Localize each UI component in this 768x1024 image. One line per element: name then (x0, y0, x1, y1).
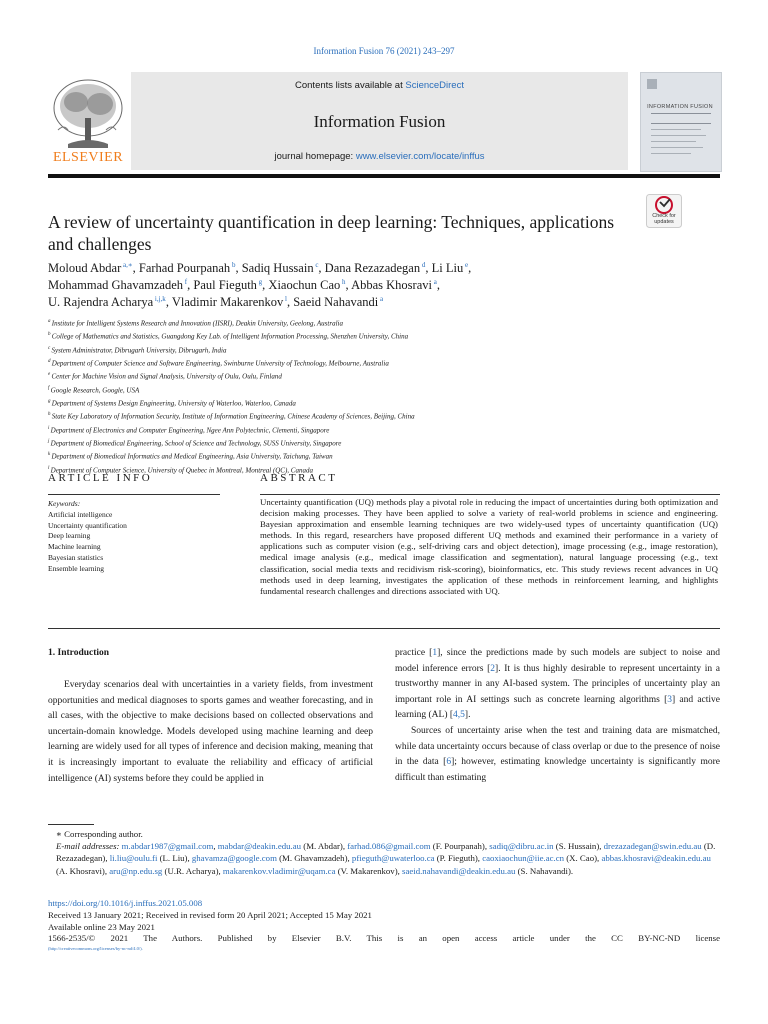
email-owner: (A. Khosravi), (56, 865, 110, 876)
citation-link[interactable]: 2 (490, 663, 496, 674)
email-owner: (M. Abdar), (301, 841, 348, 852)
affiliation-key: l (48, 465, 51, 471)
affiliation-text: State Key Laboratory of Information Security, Institute of Information Engineering, Chinese Academy of Sciences, Beijing, China (51, 412, 415, 421)
author-separator: , (436, 278, 440, 292)
affiliation-item (48, 343, 720, 356)
keyword: Machine learning (48, 542, 101, 552)
intro-paragraph-1: practice [1], since the predictions made by such models are subject to noise and model inference errors [2]. It is thus highly desirable to represent uncertainty in a trustworthy manner in any AI-based system. The principles of uncertainty play an important role in AI settings such as concrete learning algorithms [3] and active learning (AL) [4,5]. (395, 648, 720, 721)
keyword: Artificial intelligence (48, 509, 113, 519)
affiliation-text: System Administrator, Dibrugarh University, Dibrugarh, India (51, 345, 227, 354)
author-name: Sadiq Hussain (241, 261, 314, 275)
email-owner: (S. Hussain), (553, 841, 604, 852)
affiliation-item (48, 329, 720, 342)
author-affiliation-marker[interactable]: f (183, 277, 188, 286)
affiliation-key: h (48, 412, 52, 418)
affiliation-item (48, 356, 720, 369)
cover-art (641, 73, 721, 171)
article-title: A review of uncertainty quantification in deep learning: Techniques, applications and challenges (48, 212, 615, 254)
author-affiliation-marker[interactable]: a,∗ (121, 260, 133, 269)
homepage-prefix: journal homepage: (274, 151, 356, 162)
affiliation-text: Google Research, Google, USA (50, 385, 140, 394)
cover-title: INFORMATION FUSION (647, 104, 713, 110)
affiliation-key: b (48, 332, 52, 338)
author-name: Vladimir Makarenkov (171, 295, 284, 309)
affiliation-text: College of Mathematics and Statistics, Guangdong Key Lab. of Intelligent Information Processing, Shenzhen University, China (51, 332, 409, 341)
author-name: Farhad Pourpanah (138, 261, 231, 275)
author-separator: , (345, 278, 352, 292)
email-owner: (F. Pourpanah), (430, 841, 490, 852)
affiliation-text: Institute for Intelligent Systems Research and Innovation (IISRI), Deakin University, Geelong, Australia (51, 319, 343, 328)
author-name: Dana Rezazadegan (324, 261, 421, 275)
affiliation-text: Department of Systems Design Engineering, University of Waterloo, Waterloo, Canada (51, 399, 296, 408)
email-link[interactable]: pfieguth@uwaterloo.ca (351, 853, 435, 864)
author-affiliation-marker[interactable]: a (431, 277, 437, 286)
email-link[interactable]: m.abdar1987@gmail.com (121, 841, 214, 852)
license-statement: 1566-2535/© 2021 The Authors. Published by Elsevier B.V. This is an open access article under the CC BY-NC-ND license (48, 933, 720, 944)
citation-link[interactable]: 3 (667, 694, 672, 705)
article-info-rule (48, 494, 220, 495)
citation-link[interactable]: 4,5 (453, 710, 465, 721)
affiliation-item (48, 436, 720, 449)
email-owner: (X. Cao), (564, 853, 602, 864)
email-label: E-mail addresses: (56, 841, 120, 852)
intro-paragraph-2: Sources of uncertainty arise when the test and training data are mismatched, while data uncertainty occurs because of class overlap or due to the presence of noise in the data [6]; however, estimating knowledge uncertainty is significantly more difficult than estimating (395, 725, 721, 783)
email-owner: (D. Rezazadegan), (56, 841, 716, 864)
affiliation-text: Department of Biomedical Informatics and Medical Engineering, Asia University, Taichung, Taiwan (51, 452, 333, 461)
affiliation-text: Center for Machine Vision and Signal Analysis, University of Oulu, Oulu, Finland (51, 372, 282, 381)
email-owner: (L. Liu), (157, 853, 192, 864)
author-separator: , (132, 261, 139, 275)
email-link[interactable]: aru@np.edu.sg (109, 865, 163, 876)
affiliation-key: j (48, 438, 51, 444)
email-link[interactable]: drezazadegan@swin.edu.au (603, 841, 702, 852)
email-link[interactable]: abbas.khosravi@deakin.edu.au (601, 853, 711, 864)
author-affiliation-marker[interactable]: b (230, 260, 236, 269)
email-owner: (M. Ghavamzadeh), (276, 853, 352, 864)
abstract-text: Uncertainty quantification (UQ) methods play a pivotal role in reducing the impact of uncertainties during both optimization and decision making processes. They have been applied to solve a variety of real-world problems in science and engineering. Bayesian approximation and ensemble learning techniques are two widely-used types of uncertainty quantification (UQ) methods. In this regard, researchers have proposed different UQ methods and examined their performance in a variety of applications such as computer vision (e.g., self-driving cars and object detection), image processing (e.g., image restoration), medical image analysis (e.g., medical image classification and segmentation), natural language processing (e.g., text classification, social media texts and recidivism risk-scoring), bioinformatics, etc. This study reviews recent advances in UQ methods used in deep learning, investigates the application of these methods in reinforcement learning, and highlights fundamental research challenges and directions associated with UQ. (260, 497, 718, 596)
available-online: Available online 23 May 2021 (48, 921, 155, 932)
author-name: Xiaochun Cao (268, 278, 341, 292)
keyword: Uncertainty quantification (48, 520, 127, 530)
affiliation-key: f (48, 385, 51, 391)
author-separator: , (187, 278, 194, 292)
publication-info (48, 898, 720, 953)
affiliation-item (48, 396, 720, 409)
keyword: Deep learning (48, 531, 91, 541)
sciencedirect-link[interactable]: ScienceDirect (405, 80, 464, 91)
author-name: U. Rajendra Acharya (48, 295, 154, 309)
elsevier-wordmark: ELSEVIER (52, 150, 124, 165)
author-affiliation-marker[interactable]: l (283, 294, 287, 303)
affiliation-list (48, 316, 720, 476)
license-url-link[interactable]: (http://creativecommons.org/licenses/by-nc-nd/4.0/). (48, 946, 143, 952)
email-link[interactable]: farhad.086@gmail.com (347, 841, 431, 852)
affiliation-item (48, 316, 720, 329)
affiliation-text: Department of Electronics and Computer Engineering, Ngee Ann Polytechnic, Clementi, Singapore (50, 425, 330, 434)
journal-cover-thumbnail[interactable] (640, 72, 722, 172)
affiliation-item (48, 423, 720, 436)
author-affiliation-marker[interactable]: g (256, 277, 263, 286)
footnotes (48, 828, 720, 877)
affiliation-key: a (48, 319, 52, 324)
journal-name: Information Fusion (313, 112, 446, 131)
contents-prefix: Contents lists available at (295, 80, 406, 91)
affiliation-item (48, 409, 720, 422)
author-separator: , (318, 261, 325, 275)
affiliation-key: i (48, 425, 51, 431)
author-list (48, 260, 720, 311)
affiliation-key: c (48, 345, 52, 351)
affiliation-text: Department of Computer Science and Software Engineering, Swinburne University of Technology, Melbourne, Australia (51, 359, 389, 368)
affiliation-key: k (48, 452, 52, 458)
author-separator: , (425, 261, 432, 275)
author-name: Abbas Khosravi (351, 278, 432, 292)
affiliation-key: g (48, 398, 52, 404)
email-owner: (U.R. Acharya), (162, 865, 223, 876)
author-affiliation-marker[interactable]: d (420, 260, 426, 269)
intro-right-column (395, 646, 720, 786)
email-owner: (P. Fieguth), (434, 853, 483, 864)
affiliation-text: Department of Computer Science, University of Quebec in Montreal, Montreal (QC), Canada (50, 465, 313, 474)
author-separator: , (165, 295, 172, 309)
email-link[interactable]: saeid.nahavandi@deakin.edu.au (402, 865, 516, 876)
email-link[interactable]: makarenkov.vladimir@uqam.ca (222, 865, 336, 876)
section-divider (48, 628, 720, 629)
email-link[interactable]: li.liu@oulu.fi (109, 853, 158, 864)
check-for-updates-label: Check for updates (652, 213, 676, 225)
keyword: Bayesian statistics (48, 552, 104, 562)
keyword: Ensemble learning (48, 563, 105, 573)
keywords-list (48, 510, 223, 575)
author-separator: , (468, 261, 472, 275)
affiliation-key: d (48, 358, 52, 364)
header-rule (48, 174, 720, 178)
author-separator: , (262, 278, 269, 292)
author-affiliation-marker[interactable]: i,j,k (153, 294, 166, 303)
author-name: Moloud Abdar (48, 261, 122, 275)
author-affiliation-marker[interactable]: h (340, 277, 346, 286)
email-owner: (V. Makarenkov), (335, 865, 403, 876)
abstract-heading: ABSTRACT (260, 472, 338, 484)
author-affiliation-marker[interactable]: e (463, 260, 469, 269)
email-owner: , (213, 841, 218, 852)
email-owner: (S. Nahavandi). (515, 865, 574, 876)
author-name: Paul Fieguth (193, 278, 257, 292)
email-link[interactable]: caoxiaochun@iie.ac.cn (482, 853, 565, 864)
keywords-block (48, 499, 223, 575)
author-separator: , (286, 295, 294, 309)
author-name: Li Liu (431, 261, 464, 275)
abstract-rule (260, 494, 720, 495)
author-separator: , (235, 261, 242, 275)
doi-link[interactable]: https://doi.org/10.1016/j.inffus.2021.05.008 (48, 898, 203, 908)
contents-line (131, 80, 628, 91)
author-name: Saeid Nahavandi (293, 295, 379, 309)
email-addresses (48, 840, 720, 877)
keywords-label: Keywords: (48, 499, 81, 508)
citation-link[interactable]: 1 (432, 648, 438, 658)
author-name: Mohammad Ghavamzadeh (48, 278, 184, 292)
email-link[interactable]: mabdar@deakin.edu.au (217, 841, 302, 852)
email-link[interactable]: sadiq@dibru.ac.in (489, 841, 554, 852)
citation-link[interactable]: 6 (446, 757, 452, 768)
corresponding-author-note: ∗ Corresponding author. (56, 829, 143, 839)
homepage-line (131, 151, 628, 162)
affiliation-key: e (48, 372, 52, 378)
article-info-heading: ARTICLE INFO (48, 472, 153, 484)
affiliation-item (48, 383, 720, 396)
introduction-heading: 1. Introduction (48, 648, 110, 658)
email-link[interactable]: ghavamza@google.com (191, 853, 277, 864)
affiliation-item (48, 449, 720, 462)
intro-left-column: Everyday scenarios deal with uncertainties in a variety fields, from investment opportunities and medical diagnoses to sports games and weather forecasting, and in all cases, with the objective to make decisions based on collected observations and uncertain-domain knowledge. Models developed using machine learning and deep learning are widely used for all types of inference and decision making, meaning that it is increasingly important to evaluate the reliability and efficacy of artificial intelligence (AI) systems before they could be applied in (48, 680, 373, 784)
footnote-rule (48, 824, 94, 825)
author-affiliation-marker[interactable]: c (313, 260, 319, 269)
received-dates: Received 13 January 2021; Received in revised form 20 April 2021; Accepted 15 May 2021 (48, 909, 372, 920)
homepage-link[interactable]: www.elsevier.com/locate/inffus (355, 151, 485, 162)
affiliation-text: Department of Biomedical Engineering, School of Science and Technology, SUSS University, Singapore (50, 439, 342, 448)
journal-reference[interactable]: Information Fusion 76 (2021) 243–297 (313, 46, 455, 56)
affiliation-item (48, 369, 720, 382)
author-affiliation-marker[interactable]: a (378, 294, 384, 303)
